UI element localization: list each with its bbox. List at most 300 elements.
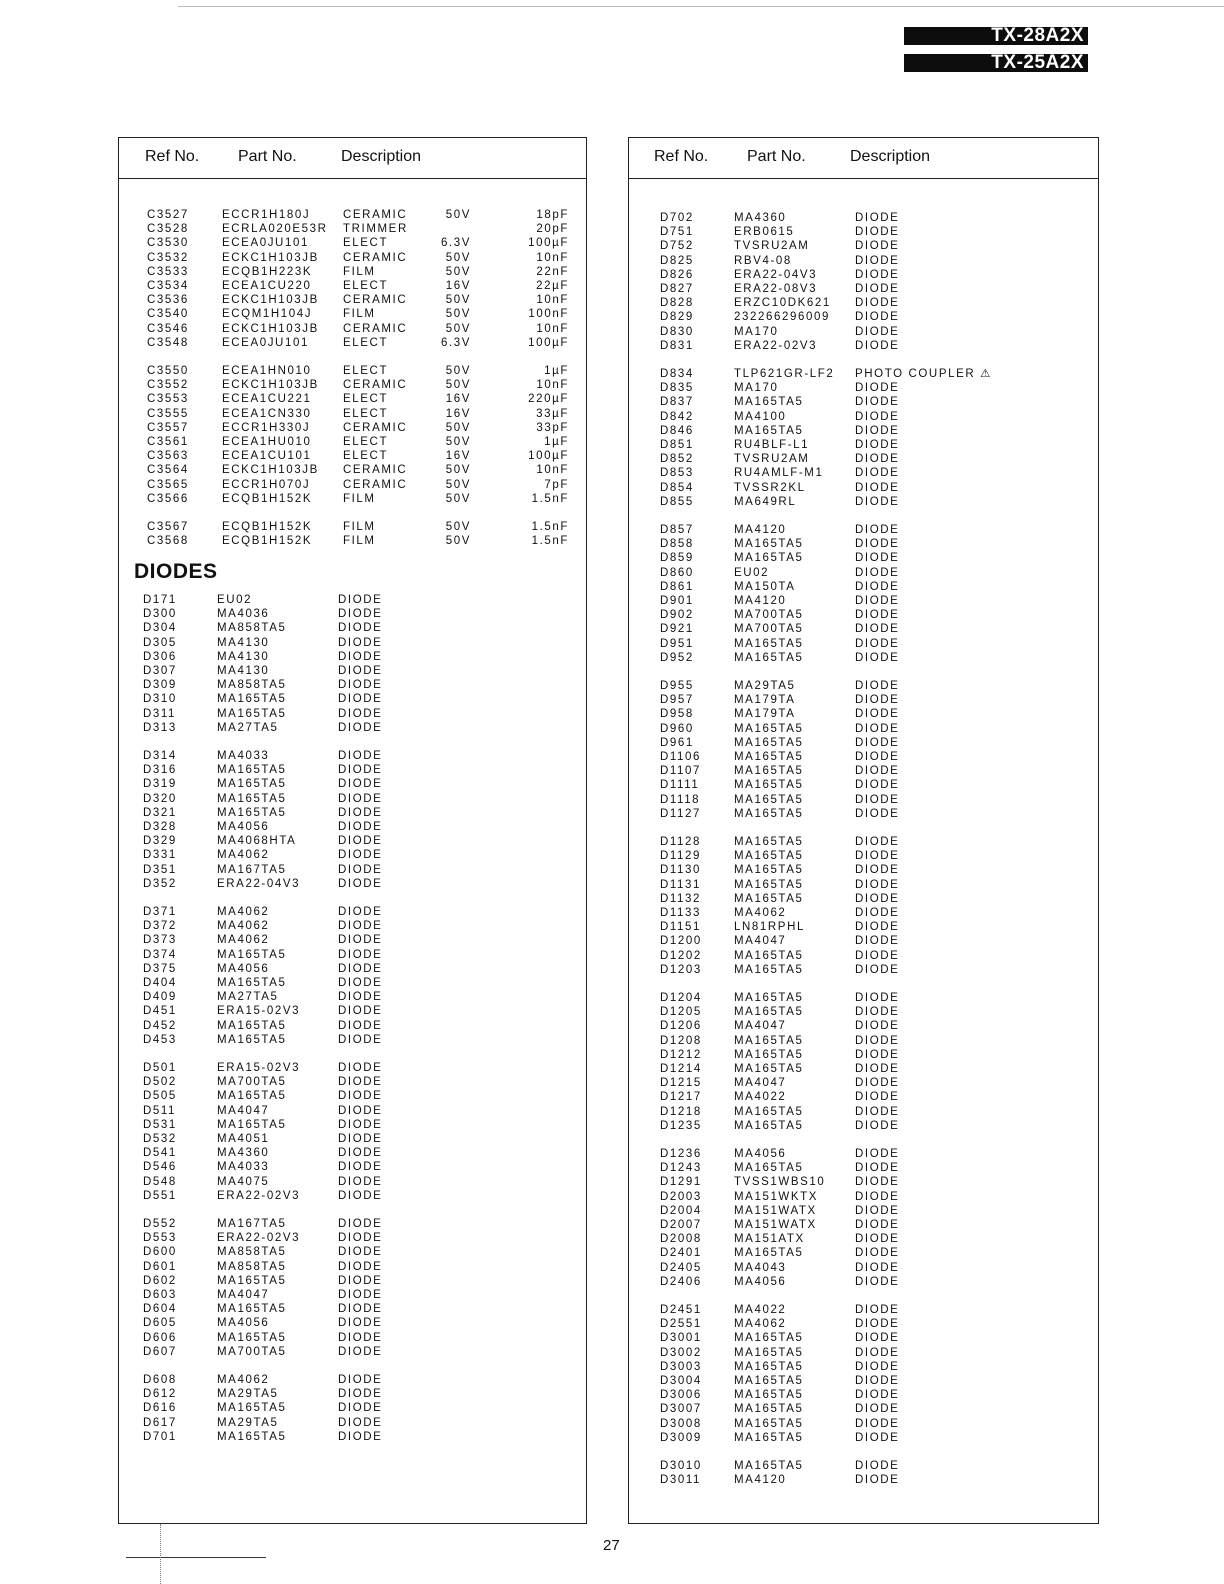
table-row: [119, 463, 586, 477]
part-no-cell: MA165TA5: [734, 1375, 804, 1387]
description-cell: DIODE: [338, 1345, 383, 1358]
part-no-cell: MA170: [734, 382, 779, 395]
part-no-cell: MA165TA5: [217, 778, 287, 791]
ref-no-cell: D2008: [660, 1233, 702, 1246]
ref-no-cell: D827: [660, 283, 694, 295]
description-cell: PHOTO COUPLER ⚠: [855, 368, 992, 380]
table-row: [629, 934, 1098, 948]
description-cell: DIODE: [855, 694, 900, 707]
part-no-cell: MA165TA5: [734, 1119, 804, 1132]
table-row: [629, 1459, 1098, 1473]
description-cell: DIODE: [855, 892, 900, 905]
part-no-cell: MA649RL: [734, 495, 797, 508]
right-table-body: [629, 180, 1098, 1523]
table-row: [119, 905, 586, 919]
part-no-cell: RU4AMLF-M1: [734, 467, 824, 480]
part-no-cell: MA165TA5: [217, 977, 287, 989]
ref-no-cell: D319: [143, 778, 177, 791]
ref-no-cell: D752: [660, 240, 694, 253]
table-row: [629, 778, 1098, 792]
ref-no-cell: D607: [143, 1345, 177, 1358]
part-no-cell: ECKC1H103JB: [222, 379, 319, 392]
ref-no-cell: D612: [143, 1388, 177, 1401]
table-row: [119, 1075, 586, 1089]
description-cell: FILM: [343, 535, 376, 548]
table-row: [629, 1388, 1098, 1402]
table-row: [629, 1261, 1098, 1275]
part-no-cell: ECQB1H223K: [222, 265, 313, 278]
table-row: [119, 251, 586, 265]
description-cell: DIODE: [338, 1331, 383, 1344]
part-no-cell: MA165TA5: [734, 892, 804, 905]
table-row: [119, 1401, 586, 1415]
part-no-cell: MA165TA5: [217, 1430, 287, 1443]
ref-no-cell: D451: [143, 1005, 177, 1018]
ref-no-cell: D453: [143, 1033, 177, 1046]
ref-no-cell: D860: [660, 566, 694, 579]
table-row: [629, 296, 1098, 310]
ref-no-cell: D501: [143, 1062, 177, 1074]
description-cell: DIODE: [855, 836, 900, 848]
description-cell: DIODE: [855, 637, 900, 650]
table-row: [629, 1204, 1098, 1218]
description-cell: DIODE: [338, 1175, 383, 1188]
ref-no-cell: D828: [660, 297, 694, 310]
table-row: [119, 792, 586, 806]
value-cell: 18pF: [536, 209, 569, 221]
part-no-cell: ECEA1HN010: [222, 365, 312, 377]
description-cell: ELECT: [343, 450, 389, 463]
table-row: [119, 990, 586, 1004]
description-cell: CERAMIC: [343, 294, 408, 307]
value-cell: 1.5nF: [531, 521, 569, 533]
table-row: [119, 1345, 586, 1359]
value-cell: 22µF: [536, 280, 569, 292]
left-table-body: [119, 180, 586, 1523]
part-no-cell: MA165TA5: [734, 1332, 804, 1345]
description-cell: DIODE: [855, 453, 900, 466]
description-cell: DIODE: [338, 906, 383, 918]
ref-no-cell: D373: [143, 934, 177, 947]
description-cell: DIODE: [855, 538, 900, 551]
table-row: [629, 580, 1098, 594]
description-cell: DIODE: [338, 1218, 383, 1230]
description-cell: DIODE: [855, 325, 900, 338]
part-no-cell: MA165TA5: [734, 1431, 804, 1444]
value-cell: 220µF: [528, 393, 569, 406]
voltage-cell: 50V: [445, 436, 471, 448]
part-no-cell: MA4047: [734, 1077, 787, 1090]
ref-no-cell: D831: [660, 339, 694, 352]
ref-no-cell: D352: [143, 877, 177, 890]
description-cell: DIODE: [338, 778, 383, 791]
part-no-cell: ECEA1CU220: [222, 280, 312, 292]
ref-no-cell: D313: [143, 721, 177, 734]
table-row: [629, 707, 1098, 721]
description-cell: DIODE: [338, 1303, 383, 1316]
part-no-cell: MA29TA5: [734, 680, 796, 692]
description-cell: DIODE: [855, 254, 900, 267]
table-row: [119, 336, 586, 350]
table-row: [119, 534, 586, 548]
part-no-cell: MA165TA5: [217, 1274, 287, 1287]
description-cell: DIODE: [855, 439, 900, 451]
part-no-cell: TVSSR2KL: [734, 481, 806, 494]
ref-no-cell: C3528: [147, 223, 189, 236]
ref-no-cell: D3010: [660, 1460, 702, 1472]
ref-no-cell: D1128: [660, 836, 702, 848]
table-row: [629, 1374, 1098, 1388]
description-cell: DIODE: [855, 1204, 900, 1217]
ref-no-cell: D548: [143, 1175, 177, 1188]
part-no-cell: RU4BLF-L1: [734, 439, 810, 451]
value-cell: 7pF: [544, 478, 569, 491]
ref-no-cell: D306: [143, 650, 177, 663]
part-no-cell: MA4047: [734, 1020, 787, 1033]
ref-no-header: Ref No.: [654, 148, 709, 165]
ref-no-cell: D531: [143, 1118, 177, 1131]
part-no-cell: MA165TA5: [217, 1019, 287, 1032]
ref-no-cell: C3540: [147, 308, 189, 321]
value-cell: 100nF: [528, 308, 569, 321]
description-cell: DIODE: [338, 1005, 383, 1018]
description-cell: DIODE: [855, 1063, 900, 1075]
ref-no-cell: D171: [143, 594, 177, 606]
table-row: [629, 835, 1098, 849]
ref-no-cell: D452: [143, 1019, 177, 1032]
part-no-cell: MA4056: [217, 821, 270, 833]
table-row: [629, 1019, 1098, 1033]
description-cell: DIODE: [855, 1275, 900, 1288]
value-cell: 33pF: [536, 421, 569, 434]
table-row: [119, 520, 586, 534]
table-row: [629, 211, 1098, 225]
part-no-cell: MA165TA5: [734, 1360, 804, 1373]
description-cell: DIODE: [855, 1304, 900, 1316]
part-no-cell: MA167TA5: [217, 1218, 287, 1230]
ref-no-cell: C3533: [147, 265, 189, 278]
table-row: [629, 963, 1098, 977]
part-no-cell: ECCR1H330J: [222, 421, 311, 434]
description-cell: DIODE: [855, 1375, 900, 1387]
top-rule: [178, 6, 1224, 7]
part-no-cell: MA4033: [217, 750, 270, 762]
part-no-cell: MA165TA5: [734, 779, 804, 792]
description-cell: DIODE: [855, 680, 900, 692]
table-row: [119, 322, 586, 336]
part-no-cell: MA151WATX: [734, 1204, 817, 1217]
ref-no-cell: D1130: [660, 864, 702, 877]
description-cell: DIODE: [338, 1133, 383, 1145]
description-cell: DIODE: [855, 339, 900, 352]
description-cell: DIODE: [338, 1274, 383, 1287]
table-row: [629, 1175, 1098, 1189]
part-no-cell: MA165TA5: [217, 1033, 287, 1046]
part-no-cell: MA700TA5: [217, 1076, 287, 1089]
description-cell: CERAMIC: [343, 209, 408, 221]
table-row: [629, 1317, 1098, 1331]
part-no-header: Part No.: [238, 148, 297, 165]
table-row: [119, 1288, 586, 1302]
ref-no-cell: D3004: [660, 1375, 702, 1387]
table-row: [119, 1274, 586, 1288]
voltage-cell: 50V: [445, 492, 471, 505]
ref-no-cell: D2451: [660, 1304, 702, 1316]
table-row: [119, 749, 586, 763]
table-row: [629, 481, 1098, 495]
description-cell: DIODE: [855, 240, 900, 253]
ref-no-cell: D1217: [660, 1091, 702, 1104]
table-row: [119, 378, 586, 392]
part-no-cell: RBV4-08: [734, 254, 792, 267]
table-row: [629, 1232, 1098, 1246]
description-cell: FILM: [343, 521, 376, 533]
description-cell: DIODE: [855, 1091, 900, 1104]
description-cell: DIODE: [855, 1389, 900, 1402]
value-cell: 100µF: [528, 450, 569, 463]
part-no-cell: MA165TA5: [734, 751, 804, 763]
voltage-cell: 6.3V: [440, 336, 471, 349]
description-cell: DIODE: [855, 1219, 900, 1231]
voltage-cell: 16V: [445, 280, 471, 292]
table-row: [119, 1089, 586, 1103]
voltage-cell: 50V: [445, 535, 471, 548]
description-cell: DIODE: [855, 722, 900, 735]
ref-no-cell: D552: [143, 1218, 177, 1230]
ref-no-cell: D2405: [660, 1261, 702, 1274]
ref-no-cell: C3553: [147, 393, 189, 406]
ref-no-cell: D1215: [660, 1077, 702, 1090]
part-no-cell: MA165TA5: [734, 637, 804, 650]
part-no-cell: MA165TA5: [734, 538, 804, 551]
description-header: Description: [341, 148, 422, 165]
description-cell: DIODE: [338, 1104, 383, 1117]
table-row: [119, 877, 586, 891]
table-row: [119, 763, 586, 777]
table-row: [629, 878, 1098, 892]
part-no-cell: MA165TA5: [734, 1162, 804, 1175]
description-cell: ELECT: [343, 237, 389, 250]
description-cell: DIODE: [855, 1105, 900, 1118]
description-cell: DIODE: [855, 850, 900, 863]
table-row: [629, 863, 1098, 877]
description-cell: DIODE: [338, 1260, 383, 1273]
description-cell: DIODE: [855, 467, 900, 480]
description-cell: DIODE: [338, 863, 383, 876]
part-no-cell: MA4056: [217, 1317, 270, 1330]
table-row: [119, 806, 586, 820]
description-cell: DIODE: [855, 481, 900, 494]
ref-no-cell: D3009: [660, 1431, 702, 1444]
part-no-cell: MA4056: [734, 1148, 787, 1160]
table-row: [629, 438, 1098, 452]
part-no-cell: MA151ATX: [734, 1233, 805, 1246]
ref-no-cell: D375: [143, 962, 177, 975]
table-row: [629, 722, 1098, 736]
table-row: [119, 1104, 586, 1118]
part-no-cell: ERA22-02V3: [217, 1189, 301, 1202]
description-cell: DIODE: [855, 1346, 900, 1359]
part-no-cell: MA165TA5: [734, 1389, 804, 1402]
description-cell: DIODE: [855, 1176, 900, 1189]
table-row: [119, 863, 586, 877]
description-cell: DIODE: [338, 1317, 383, 1330]
description-cell: DIODE: [855, 566, 900, 579]
description-cell: DIODE: [338, 750, 383, 762]
part-no-cell: ECEA1CU101: [222, 450, 312, 463]
table-row: [629, 793, 1098, 807]
table-row: [629, 651, 1098, 665]
ref-no-cell: D1236: [660, 1148, 702, 1160]
description-cell: DIODE: [338, 1289, 383, 1301]
table-row: [629, 1147, 1098, 1161]
voltage-cell: 50V: [445, 322, 471, 335]
description-cell: DIODE: [855, 992, 900, 1004]
table-row: [119, 1373, 586, 1387]
description-cell: DIODE: [338, 806, 383, 819]
table-row: [119, 650, 586, 664]
table-row: [119, 692, 586, 706]
part-no-cell: MA4047: [217, 1289, 270, 1301]
ref-no-cell: D603: [143, 1289, 177, 1301]
table-row: [629, 1190, 1098, 1204]
table-row: [629, 1360, 1098, 1374]
value-cell: 22nF: [536, 265, 569, 278]
part-no-cell: ECKC1H103JB: [222, 464, 319, 477]
ref-no-cell: C3555: [147, 407, 189, 420]
value-cell: 10nF: [536, 464, 569, 477]
ref-no-cell: C3564: [147, 464, 189, 477]
description-cell: DIODE: [855, 226, 900, 239]
part-no-cell: MA29TA5: [217, 1388, 279, 1401]
part-no-cell: ECEA1HU010: [222, 436, 312, 448]
description-cell: DIODE: [855, 1431, 900, 1444]
part-no-cell: MA4130: [217, 650, 270, 663]
part-no-cell: MA165TA5: [734, 1346, 804, 1359]
ref-no-cell: D859: [660, 552, 694, 565]
ref-no-cell: D1291: [660, 1176, 702, 1189]
description-cell: DIODE: [338, 1246, 383, 1259]
table-row: [119, 607, 586, 621]
part-no-cell: MA4036: [217, 608, 270, 621]
part-no-cell: MA4022: [734, 1304, 787, 1316]
ref-no-cell: D2551: [660, 1318, 702, 1331]
ref-no-cell: D957: [660, 694, 694, 707]
part-no-cell: MA4130: [217, 665, 270, 677]
table-row: [119, 678, 586, 692]
part-no-cell: ERB0615: [734, 226, 795, 239]
part-no-cell: MA165TA5: [734, 722, 804, 735]
part-no-cell: ECCR1H070J: [222, 478, 311, 491]
ref-no-cell: D404: [143, 977, 177, 989]
table-row: [629, 1062, 1098, 1076]
part-no-cell: ERA15-02V3: [217, 1062, 301, 1074]
description-cell: DIODE: [338, 594, 383, 606]
part-no-cell: EU02: [734, 566, 770, 579]
part-no-cell: MA151WKTX: [734, 1190, 819, 1203]
table-row: [119, 265, 586, 279]
ref-no-cell: D854: [660, 481, 694, 494]
table-row: [629, 608, 1098, 622]
ref-no-cell: D858: [660, 538, 694, 551]
left-parts-table: [118, 137, 587, 1524]
ref-no-cell: D331: [143, 849, 177, 862]
value-cell: 10nF: [536, 251, 569, 264]
ref-no-cell: D329: [143, 835, 177, 848]
description-cell: DIODE: [855, 311, 900, 324]
ref-no-cell: D902: [660, 609, 694, 622]
description-cell: DIODE: [855, 609, 900, 622]
ref-no-cell: C3566: [147, 492, 189, 505]
voltage-cell: 50V: [445, 308, 471, 321]
part-no-cell: MA858TA5: [217, 622, 287, 635]
part-no-cell: ECQB1H152K: [222, 535, 313, 548]
part-no-cell: ECCR1H180J: [222, 209, 311, 221]
table-row: [629, 225, 1098, 239]
table-row: [119, 948, 586, 962]
table-row: [629, 1417, 1098, 1431]
description-cell: DIODE: [338, 721, 383, 734]
table-row: [629, 239, 1098, 253]
table-row: [629, 736, 1098, 750]
ref-no-cell: D2004: [660, 1204, 702, 1217]
ref-no-cell: D1200: [660, 935, 702, 948]
right-parts-table: [628, 137, 1099, 1524]
description-cell: DIODE: [338, 665, 383, 677]
ref-no-cell: C3550: [147, 365, 189, 377]
part-no-cell: MA858TA5: [217, 1246, 287, 1259]
table-row: [119, 1132, 586, 1146]
description-cell: DIODE: [855, 1148, 900, 1160]
part-no-cell: MA4056: [734, 1275, 787, 1288]
table-row: [119, 279, 586, 293]
table-row: [119, 236, 586, 250]
table-row: [629, 381, 1098, 395]
table-row: [119, 593, 586, 607]
part-no-cell: ECEA1CU221: [222, 393, 312, 406]
ref-no-cell: D857: [660, 524, 694, 536]
ref-no-cell: D960: [660, 722, 694, 735]
description-cell: DIODE: [855, 580, 900, 593]
description-cell: DIODE: [855, 1318, 900, 1331]
part-no-header: Part No.: [747, 148, 806, 165]
description-cell: DIODE: [338, 920, 383, 933]
part-no-cell: MA4100: [734, 410, 787, 423]
footer-rule: [126, 1557, 266, 1558]
table-row: [629, 622, 1098, 636]
table-row: [119, 421, 586, 435]
value-cell: 1µF: [544, 436, 569, 448]
table-row: [119, 636, 586, 650]
description-cell: ELECT: [343, 393, 389, 406]
part-no-cell: MA165TA5: [734, 793, 804, 806]
ref-no-cell: D3007: [660, 1403, 702, 1416]
part-no-cell: ERA22-04V3: [217, 877, 301, 890]
ref-no-cell: D3002: [660, 1346, 702, 1359]
description-cell: DIODE: [338, 1374, 383, 1386]
table-row: [119, 1118, 586, 1132]
part-no-cell: MA179TA: [734, 708, 796, 721]
part-no-cell: LN81RPHL: [734, 921, 805, 934]
table-row: [629, 537, 1098, 551]
part-no-cell: TVSS1WBS10: [734, 1176, 826, 1189]
description-cell: DIODE: [338, 1118, 383, 1131]
page-number: 27: [603, 1537, 620, 1554]
part-no-cell: MA700TA5: [734, 623, 804, 636]
table-row: [629, 310, 1098, 324]
description-cell: DIODE: [338, 650, 383, 663]
ref-no-cell: D1151: [660, 921, 702, 934]
